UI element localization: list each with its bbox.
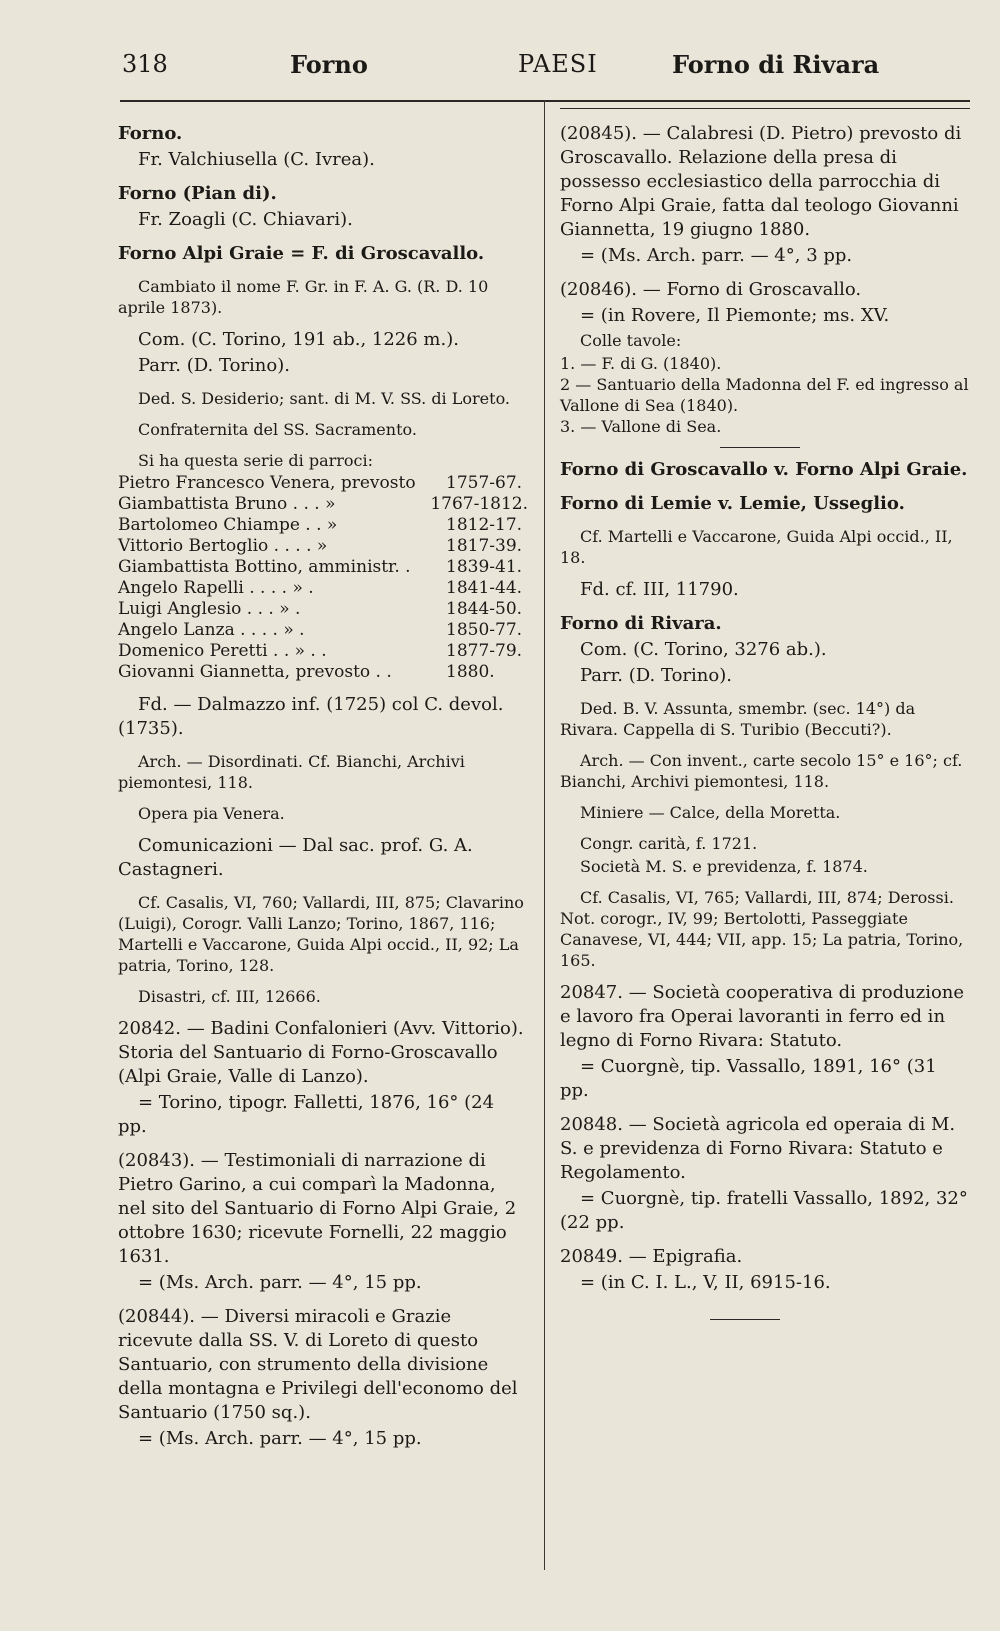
- parroco-row: [118, 473, 528, 494]
- entry-text: Fd. — Dalmazzo inf. (1725) col C. devol. (1735).: [118, 694, 504, 739]
- entry-text: Fr. Valchiusella (C. Ivrea).: [138, 149, 375, 170]
- parroco-years: 1850-77.: [446, 620, 523, 640]
- entry-text: Com. (C. Torino, 3276 ab.).: [580, 639, 827, 660]
- parroco-row: [118, 662, 528, 683]
- parroco-years: 1844-50.: [446, 599, 523, 619]
- entry-text: Parr. (D. Torino).: [138, 355, 290, 376]
- bibliography-entry: 20849. — Epigrafia.: [560, 1246, 743, 1267]
- publication-info: = (in C. I. L., V, II, 6915-16.: [580, 1272, 831, 1293]
- entry-note: Ded. S. Desiderio; sant. di M. V. SS. di Loreto.: [138, 389, 510, 408]
- entry-note: Cf. Casalis, VI, 765; Vallardi, III, 874; Derossi. Not. corogr., IV, 99; Bertolotti, Passeggiate Canavese, VI, 444; VII, app. 15; La patria, Torino, 165.: [560, 888, 964, 970]
- publication-info: = (Ms. Arch. parr. — 4°, 15 pp.: [138, 1272, 422, 1293]
- bibliography-entry: (20844). — Diversi miracoli e Grazie ricevute dalla SS. V. di Loreto di questo Santuario, con strumento della divisione della montagna e Privilegi dell'economo del Santuario (1750 sq.).: [118, 1306, 518, 1423]
- bibliography-entry: 20848. — Società agricola ed operaia di M. S. e previdenza di Forno Rivara: Statuto e Regolamento.: [560, 1114, 956, 1183]
- entry-note: Arch. — Disordinati. Cf. Bianchi, Archivi piemontesi, 118.: [118, 752, 465, 792]
- entry-title: Forno.: [118, 123, 183, 144]
- entry-title: Forno di Rivara.: [560, 613, 722, 634]
- bibliography-entry: (20843). — Testimoniali di narrazione di Pietro Garino, a cui comparì la Madonna, nel sito del Santuario di Forno Alpi Graie, 2 ottobre 1630; ricevute Fornelli, 22 maggio 1631.: [118, 1150, 517, 1267]
- publication-info: = (Ms. Arch. parr. — 4°, 15 pp.: [138, 1428, 422, 1449]
- left-column: [118, 122, 528, 1461]
- parroco-row: [118, 620, 528, 641]
- bibliography-entry: 20842. — Badini Confalonieri (Avv. Vittorio). Storia del Santuario di Forno-Groscavallo (Alpi Graie, Valle di Lanzo).: [118, 1018, 524, 1087]
- right-column: [560, 122, 970, 1320]
- parroco-years: 1817-39.: [446, 536, 523, 556]
- parroco-name: Bartolomeo Chiampe . . »: [118, 515, 338, 535]
- end-rule: [710, 1319, 780, 1320]
- entry-title: Forno (Pian di).: [118, 183, 277, 204]
- header-rule: [120, 100, 970, 102]
- parroco-years: 1841-44.: [446, 578, 523, 598]
- parroco-name: Vittorio Bertoglio . . . . »: [118, 536, 328, 556]
- parroco-years: 1767-1812.: [430, 494, 528, 514]
- parroco-row: [118, 578, 528, 599]
- entry-text: Com. (C. Torino, 191 ab., 1226 m.).: [138, 329, 459, 350]
- parroco-name: Angelo Lanza . . . . » .: [118, 620, 305, 640]
- parroci-list: [118, 473, 528, 683]
- tavola-item: 1. — F. di G. (1840).: [560, 354, 722, 373]
- parroco-name: Giambattista Bruno . . . »: [118, 494, 336, 514]
- bibliography-entry: 20847. — Società cooperativa di produzione e lavoro fra Operai lavoranti in ferro ed in legno di Forno Rivara: Statuto.: [560, 982, 965, 1051]
- entry-note: Società M. S. e previdenza, f. 1874.: [580, 857, 868, 876]
- tavola-item: 2 — Santuario della Madonna del F. ed ingresso al Vallone di Sea (1840).: [560, 375, 969, 415]
- parroco-row: [118, 515, 528, 536]
- entry-note: Opera pia Venera.: [138, 804, 285, 823]
- entry-title: Forno Alpi Graie = F. di Groscavallo.: [118, 243, 485, 264]
- column-divider: [544, 100, 545, 1570]
- running-head-right: Forno di Rivara: [672, 50, 880, 79]
- running-head-center: PAESI: [518, 50, 598, 78]
- section-rule: [720, 447, 800, 448]
- parroco-years: 1880.: [446, 662, 495, 682]
- publication-info: = Cuorgnè, tip. fratelli Vassallo, 1892, 32° (22 pp.: [560, 1188, 968, 1233]
- header-rule-secondary: [560, 108, 970, 109]
- cross-reference: Forno di Lemie v. Lemie, Usseglio.: [560, 493, 905, 514]
- page-number: 318: [122, 50, 168, 78]
- parroco-years: 1839-41.: [446, 557, 523, 577]
- entry-note: Disastri, cf. III, 12666.: [138, 987, 321, 1006]
- publication-info: = Torino, tipogr. Falletti, 1876, 16° (24 pp.: [118, 1092, 495, 1137]
- bibliography-entry: (20846). — Forno di Groscavallo.: [560, 279, 862, 300]
- entry-text: Parr. (D. Torino).: [580, 665, 732, 686]
- entry-text: Fr. Zoagli (C. Chiavari).: [138, 209, 353, 230]
- publication-info: = (Ms. Arch. parr. — 4°, 3 pp.: [580, 245, 853, 266]
- parroco-row: [118, 641, 528, 662]
- parroco-name: Pietro Francesco Venera, prevosto: [118, 473, 416, 493]
- cross-reference: Forno di Groscavallo v. Forno Alpi Graie.: [560, 459, 968, 480]
- running-head-left: Forno: [290, 50, 368, 79]
- entry-note: Miniere — Calce, della Moretta.: [580, 803, 841, 822]
- tavole-heading: Colle tavole:: [580, 331, 682, 350]
- publication-info: = (in Rovere, Il Piemonte; ms. XV.: [580, 305, 890, 326]
- entry-note: Confraternita del SS. Sacramento.: [138, 420, 417, 439]
- parroco-row: [118, 536, 528, 557]
- entry-note: Ded. B. V. Assunta, smembr. (sec. 14°) da Rivara. Cappella di S. Turibio (Beccuti?).: [560, 699, 916, 739]
- tavola-item: 3. — Vallone di Sea.: [560, 417, 722, 436]
- entry-note: Cf. Martelli e Vaccarone, Guida Alpi occid., II, 18.: [560, 527, 953, 567]
- parroco-name: Angelo Rapelli . . . . » .: [118, 578, 314, 598]
- parroco-name: Giovanni Giannetta, prevosto . .: [118, 662, 392, 682]
- parroco-name: Giambattista Bottino, amministr. .: [118, 557, 411, 577]
- parroco-name: Domenico Peretti . . » . .: [118, 641, 327, 661]
- entry-note: Si ha questa serie di parroci:: [138, 451, 373, 470]
- parroco-name: Luigi Anglesio . . . » .: [118, 599, 301, 619]
- entry-text: Comunicazioni — Dal sac. prof. G. A. Castagneri.: [118, 835, 473, 880]
- entry-note: Arch. — Con invent., carte secolo 15° e 16°; cf. Bianchi, Archivi piemontesi, 118.: [560, 751, 963, 791]
- entry-note: Cf. Casalis, VI, 760; Vallardi, III, 875; Clavarino (Luigi), Corogr. Valli Lanzo; Torino, 1867, 116; Martelli e Vaccarone, Guida Alpi occid., II, 92; La patria, Torino, 128.: [118, 893, 524, 975]
- publication-info: = Cuorgnè, tip. Vassallo, 1891, 16° (31 pp.: [560, 1056, 937, 1101]
- parroco-years: 1757-67.: [446, 473, 523, 493]
- tavole-list: [560, 353, 970, 437]
- bibliography-entry: (20845). — Calabresi (D. Pietro) prevosto di Groscavallo. Relazione della presa di possesso ecclesiastico della parrocchia di Forno Alpi Graie, fatta dal teologo Giovanni Giannetta, 19 giugno 1880.: [560, 123, 962, 240]
- parroco-row: [118, 557, 528, 578]
- parroco-row: [118, 494, 528, 515]
- parroco-years: 1877-79.: [446, 641, 523, 661]
- parroco-row: [118, 599, 528, 620]
- entry-note: Cambiato il nome F. Gr. in F. A. G. (R. D. 10 aprile 1873).: [118, 277, 489, 317]
- entry-note: Congr. carità, f. 1721.: [580, 834, 758, 853]
- parroco-years: 1812-17.: [446, 515, 523, 535]
- entry-text: Fd. cf. III, 11790.: [580, 579, 739, 600]
